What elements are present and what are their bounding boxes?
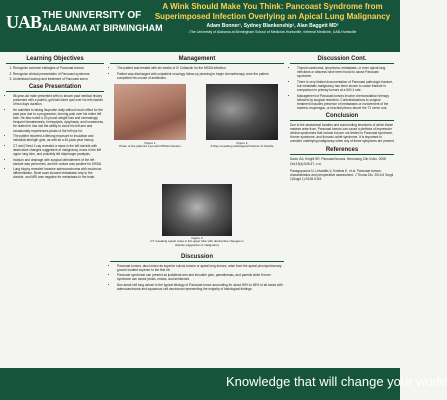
- left-column: [6, 56, 104, 366]
- case-presentation-heading: Case Presentation: [6, 84, 104, 92]
- list-item: • There is very limited documentation of Pancoast pathologic fracture, but metastatic malignancy has been shown to cause fracture in comparison to primary tumors at a 500:1 rate.: [297, 80, 394, 92]
- list-item: • CT and Chest X-ray revealed a mass in the left clavicle with destructive changes suggestive of malignancy, mass in the left upper lung lobe, and probably left diaphragm paralysis.: [13, 144, 104, 156]
- figure-3-ct: [162, 184, 232, 236]
- poster-footer: [0, 368, 447, 400]
- reference-item: Panagopoulos N, Leivaditis V, Koletsis E, et al. Pancoast tumors: characteristics and preoperative assessment. J Thorac Dis. 2014;6 Suppl 1(Suppl 1):S108-S115.: [290, 168, 394, 181]
- list-item: • Thyroid carcinoma, lymphoma, metastasis, or even apical lung infections or abscess have been found to cause Pancoast syndrome.: [297, 66, 394, 78]
- reference-item: Davis GA, Knight SR. Pancoast tumors. Neurosurg Clin N Am. 2008 Oct;19(4):545-57, v-vi.: [290, 157, 386, 166]
- list-item: • Non-small cell lung cancer is the typical etiology of Pancoast tumor accounting for about 80% to 85% of all cases with adenocarcinoma and squamous cell carcinoma representing the majority of histological findings.: [117, 283, 284, 291]
- figure-1-caption: Figure 1 Photo of the patient's cyst with MSSA infection: [119, 140, 181, 149]
- figure-3-caption: Figure 3 CT revealing apical mass in left upper lobe with destructive changes in clavicle suggestive of malignancy: [150, 235, 244, 247]
- conclusion-heading: Conclusion: [290, 113, 394, 121]
- poster-header: [0, 0, 400, 52]
- figure-3-wrap: [110, 184, 284, 248]
- discussion-list: [110, 264, 284, 292]
- list-item: • Management of Pancoast tumors involve chemoradiation therapy followed by surgical resection. Contraindications to surgical treatment includes presence of metastases or involvement of the trachea, esophagus, or brachial plexus above the T1 nerve root.: [297, 94, 394, 110]
- discussion-heading: Discussion: [110, 254, 284, 262]
- middle-column: [110, 56, 284, 366]
- list-item: 3. Understand workup and treatment of Pancoast tumor: [13, 77, 104, 81]
- management-heading: Management: [110, 56, 284, 64]
- logo-line-1: THE UNIVERSITY OF: [42, 10, 142, 21]
- discussion-cont-heading: Discussion Cont.: [290, 56, 394, 64]
- affiliations: ¹The University of Alabama at Birmingham School of Medicine-Huntsville; ²Internal Medicine, UAB-Huntsville: [188, 30, 357, 34]
- list-item: • He admitted to taking ibuprofen daily without much effect for the past year due to a progressive, burning pain over his entire left side. He also noted a 20-pound weight loss and increasingly frequent hematemesis, hemoptysis, dysphasia, and hoarseness. He stated he has lost the ability to move his left arm and occasionally experiences ptosis of the left eye lid.: [13, 108, 104, 133]
- figures-area: [110, 84, 284, 174]
- conclusion-text: Due to the anatomical location and surrounding structures of which these masses arise from, Pancoast tumors can cause a plethora of impressive clinical syndromes that include but are not limited to Pancoast syndrome, Horner syndrome, and thoracic outlet syndrome. It is important to consider underlying malignancy when any of these symptoms are present: [290, 122, 394, 144]
- learning-objectives-list: [6, 66, 104, 81]
- list-item: • 56-year-old male presented with no known past medical history presented with a painful, golf-ball sized cyst over his left clavicle of two days duration.: [13, 94, 104, 106]
- references-section: [290, 147, 394, 180]
- list-item: 1. Recognize common etiologies of Pancoast tumors: [13, 66, 104, 70]
- references-heading: References: [290, 147, 394, 155]
- case-presentation-list: [6, 94, 104, 179]
- authors: Adam Bonner¹, Sydney Blankenship¹, Alan Baggett MD²: [206, 23, 339, 29]
- poster-title: A Wink Should Make You Think: Pancoast Syndrome from Superimposed Infection Overlying an Apical Lung Malignancy: [154, 2, 391, 21]
- list-item: • Pancoast tumors, also known as superior sulcus tumors or apical lung tumors, arise from the apical pleuropulmonary groove located superior to the first rib.: [117, 264, 284, 272]
- figure-1-photo: [114, 84, 186, 140]
- management-list: [110, 66, 284, 80]
- figure-2-xray: [206, 84, 278, 140]
- list-item: 2. Recognize clinical presentation of Pancoast syndrome: [13, 72, 104, 76]
- right-column: [290, 56, 394, 366]
- list-item: • Patient was discharged with outpatient oncology follow-up planning to begin chemotherapy once the patient completed his course of antibiotics.: [117, 72, 284, 80]
- logo-mark: UAB: [6, 12, 42, 32]
- list-item: • Incision and drainage with surgical debridement of the left clavicle was performed, and the culture was positive for MSSA.: [13, 158, 104, 166]
- footer-tagline: Knowledge that will change your world: [226, 374, 447, 389]
- uab-logo: [6, 8, 163, 46]
- title-block: [150, 2, 395, 34]
- logo-line-2: ALABAMA AT BIRMINGHAM: [42, 23, 163, 33]
- list-item: • The patient was treated with six weeks of IV Cefazolin for the MSSA infection: [117, 66, 284, 70]
- learning-objectives-heading: Learning Objectives: [6, 56, 104, 64]
- figure-2-caption: Figure 2 X-Ray revealing pathological fracture of clavicle: [210, 140, 274, 149]
- list-item: • Lung biopsy revealed invasive adenocarcinoma with mucinous differentiation. Bone scan showed metastasis only to the clavicle, and MRI was negative for metastasis to the brain.: [13, 167, 104, 179]
- list-item: • Pancoast syndrome can present as ipsilateral arm and shoulder pain, paresthesias, and paresis while Horner syndrome can cause ptosis, miosis, and anhidrosis.: [117, 273, 284, 281]
- list-item: • The patient reported a lifelong exposure to insulation and industrial-strength glue, as well as a 40-pack-year history.: [13, 134, 104, 142]
- discussion-cont-list: [290, 66, 394, 110]
